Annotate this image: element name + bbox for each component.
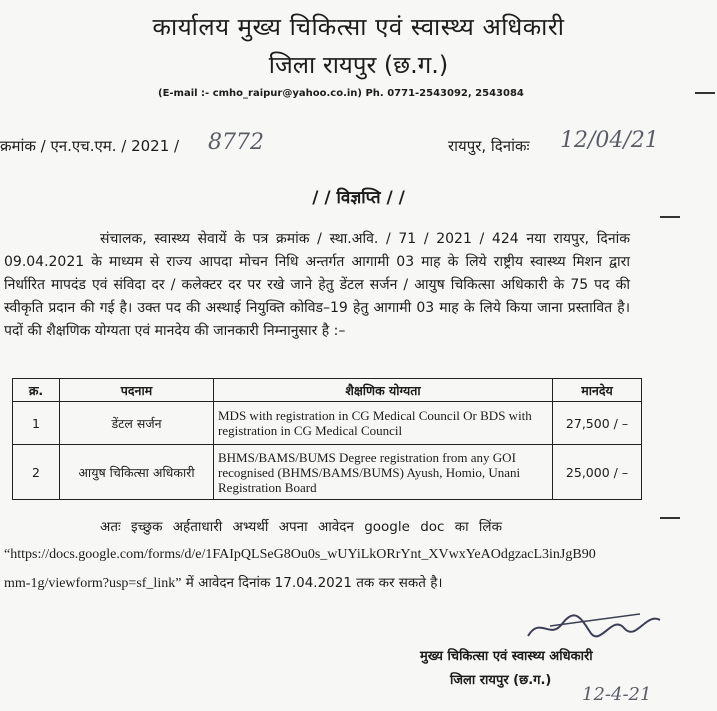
row-qualification: BHMS/BAMS/BUMS Degree registration from any GOI recognised (BHMS/BAMS/BUMS) Ayush, Homio, Unani Registration Board	[214, 445, 553, 500]
header-sno: क्र.	[13, 379, 60, 402]
office-heading: कार्यालय मुख्य चिकित्सा एवं स्वास्थ्य अधिकारी	[152, 13, 565, 41]
deadline-text: में आवेदन दिनांक 17.04.2021 तक कर सकते है।	[181, 575, 443, 591]
application-line: अतः इच्छुक अर्हताधारी अभ्यर्थी अपना आवेदन google doc का लिंक	[100, 519, 502, 535]
header-honorarium: मानदेय	[553, 379, 642, 402]
edge-mark	[660, 216, 680, 218]
row-qualification: MDS with registration in CG Medical Council Or BDS with registration in CG Medical Council	[214, 402, 553, 445]
row-post: डेंटल सर्जन	[60, 402, 214, 445]
table-row	[13, 402, 642, 445]
row-honorarium: 27,500 / –	[553, 402, 642, 445]
form-link-part2[interactable]: mm-1g/viewform?usp=sf_link”	[4, 576, 182, 591]
row-sno: 1	[13, 402, 60, 445]
header-qualification: शैक्षणिक योग्यता	[214, 379, 553, 402]
table-header-row	[13, 379, 642, 402]
table-row	[13, 445, 642, 500]
district-heading: जिला रायपुर (छ.ग.)	[268, 51, 449, 79]
signatory-district: जिला रायपुर (छ.ग.)	[450, 673, 552, 688]
header-post: पदनाम	[60, 379, 214, 402]
date-handwritten: 12/04/21	[560, 128, 659, 153]
form-link-line2	[4, 569, 658, 598]
edge-mark	[660, 517, 680, 519]
reference-number-prefix: क्रमांक / एन.एच.एम. / 2021 /	[0, 137, 180, 155]
notice-title: / / विज्ञप्ति / /	[312, 188, 405, 208]
signatory-designation: मुख्य चिकित्सा एवं स्वास्थ्य अधिकारी	[420, 649, 593, 664]
posts-table	[12, 378, 642, 500]
row-post: आयुष चिकित्सा अधिकारी	[60, 445, 214, 500]
row-honorarium: 25,000 / –	[553, 445, 642, 500]
body-paragraph	[4, 228, 630, 343]
body-paragraph-text: संचालक, स्वास्थ्य सेवायें के पत्र क्रमांक / स्था.अवि. / 71 / 2021 / 424 नया रायपुर, दिनांक 09.04.2021 के माध्यम से राज्य आपदा मोचन निधि अन्तर्गत आगामी 03 माह के लिये राष्ट्रीय स्वास्थ्य मिशन द्वारा निर्धारित मापदंड एवं संविदा दर / कलेक्टर दर पर रखे जाने हेतु डेंटल सर्जन / आयुष चिकित्सा अधिकारी के 75 पद की स्वीकृति प्रदान की गई है। उक्त पद की अस्थाई नियुक्ति कोविड–19 हेतु आगामी 03 माह के लिये किया जाना प्रस्तावित है। पदों की शैक्षणिक योग्यता एवं मानदेय की जानकारी निम्नानुसार है :–	[4, 231, 630, 339]
handwritten-note: 12-4-21	[582, 684, 652, 705]
contact-line: (E-mail :- cmho_raipur@yahoo.co.in) Ph. 0771-2543092, 2543084	[158, 88, 524, 99]
reference-number-handwritten: 8772	[208, 130, 264, 155]
signature-scribble	[520, 606, 670, 646]
place-date-label: रायपुर, दिनांकः	[448, 137, 530, 155]
application-instructions	[4, 513, 658, 598]
form-link-part1[interactable]: “https://docs.google.com/forms/d/e/1FAIpQLSeG8Ou0s_wUYiLkORrYnt_XVwxYeAOdgzacL3inJgB90	[4, 547, 596, 562]
edge-mark	[695, 92, 715, 94]
row-sno: 2	[13, 445, 60, 500]
